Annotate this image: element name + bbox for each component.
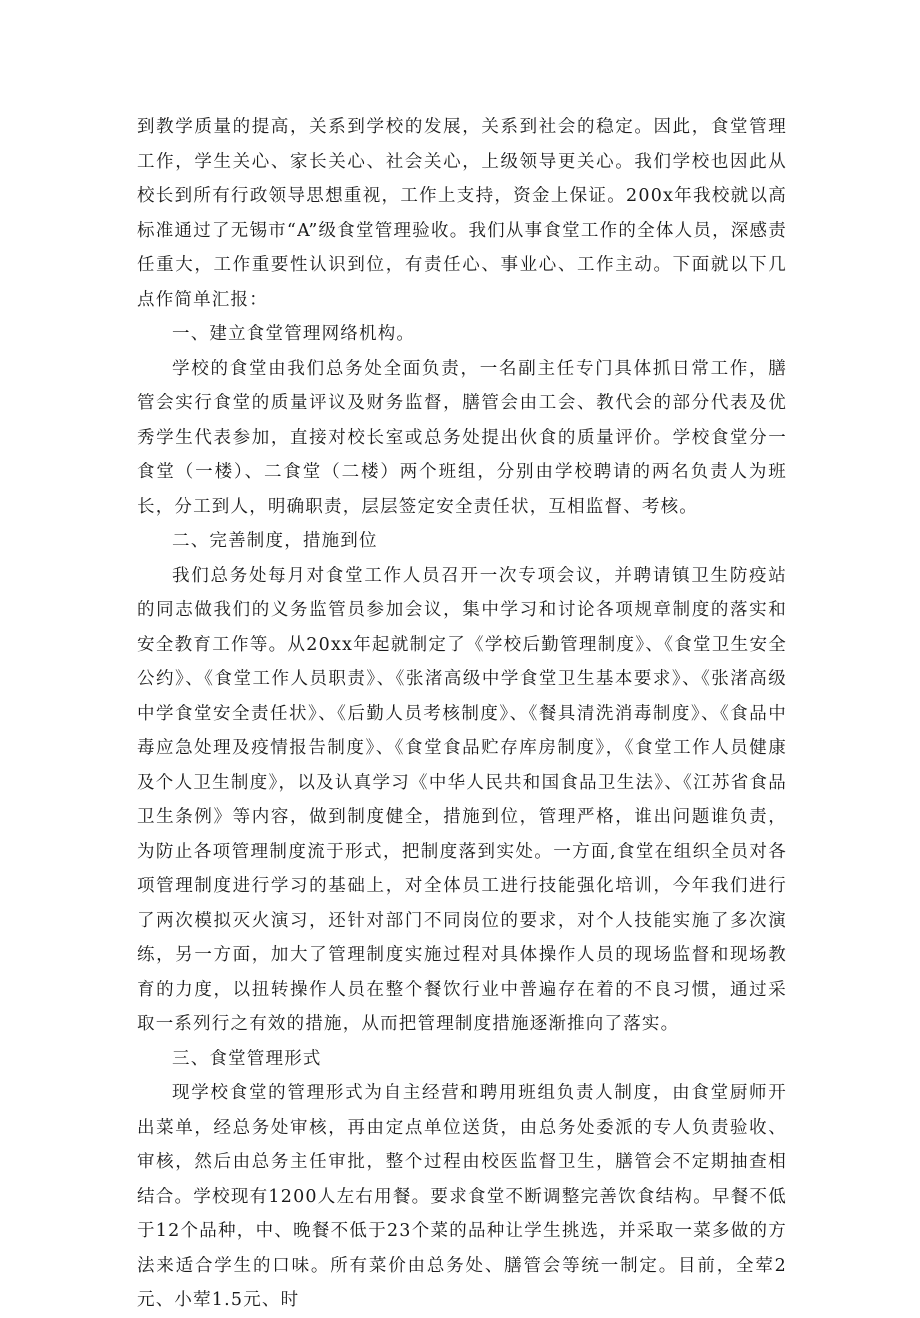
paragraph-section-2: 我们总务处每月对食堂工作人员召开一次专项会议，并聘请镇卫生防疫站的同志做我们的义务监管员参加会议，集中学习和讨论各项规章制度的落实和安全教育工作等。从20xx年起就制定了《学校后勤管理制度》、《食堂卫生安全公约》、《食堂工作人员职责》、《张渚高级中学食堂卫生基本要求》、《张渚高级中学食堂安全责任状》、《后勤人员考核制度》、《餐具清洗消毒制度》、《食品中毒应急处理及疫情报告制度》、《食堂食品贮存库房制度》，《食堂工作人员健康及个人卫生制度》，以及认真学习《中华人民共和国食品卫生法》、《江苏省食品卫生条例》等内容，做到制度健全，措施到位，管理严格，谁出问题谁负责，为防止各项管理制度流于形式，把制度落到实处。一方面,食堂在组织全员对各项管理制度进行学习的基础上，对全体员工进行技能强化培训，今年我们进行了两次模拟灭火演习，还针对部门不同岗位的要求，对个人技能实施了多次演练，另一方面，加大了管理制度实施过程对具体操作人员的现场监督和现场教育的力度，以扭转操作人员在整个餐饮行业中普遍存在着的不良习惯，通过采取一系列行之有效的措施，从而把管理制度措施逐渐推向了落实。 xyxy=(137,565,787,1034)
document-page xyxy=(137,110,787,1318)
section-heading-1: 一、建立食堂管理网络机构。 xyxy=(172,324,416,344)
paragraph-section-1: 学校的食堂由我们总务处全面负责，一名副主任专门具体抓日常工作，膳管会实行食堂的质量评议及财务监督，膳管会由工会、教代会的部分代表及优秀学生代表参加，直接对校长室或总务处提出伙食的质量评价。学校食堂分一食堂（一楼）、二食堂（二楼）两个班组，分别由学校聘请的两名负责人为班长，分工到人，明确职责，层层签定安全责任状，互相监督、考核。 xyxy=(137,358,787,517)
section-heading-2: 二、完善制度，措施到位 xyxy=(172,531,378,551)
paragraph-intro: 到教学质量的提高，关系到学校的发展，关系到社会的稳定。因此，食堂管理工作，学生关心、家长关心、社会关心，上级领导更关心。我们学校也因此从校长到所有行政领导思想重视，工作上支持，资金上保证。200x年我校就以高标准通过了无锡市“A”级食堂管理验收。我们从事食堂工作的全体人员，深感责任重大，工作重要性认识到位，有责任心、事业心、工作主动。下面就以下几点作简单汇报： xyxy=(137,117,787,310)
section-heading-3: 三、食堂管理形式 xyxy=(172,1048,322,1069)
paragraph-section-3: 现学校食堂的管理形式为自主经营和聘用班组负责人制度，由食堂厨师开出菜单，经总务处审核，再由定点单位送货，由总务处委派的专人负责验收、审核，然后由总务主任审批，整个过程由校医监督卫生，膳管会不定期抽查相结合。学校现有1200人左右用餐。要求食堂不断调整完善饮食结构。早餐不低于12个品种，中、晚餐不低于23个菜的品种让学生挑选，并采取一菜多做的方法来适合学生的口味。所有菜价由总务处、膳管会等统一制定。目前，全荤2元、小荤1.5元、时 xyxy=(137,1083,787,1310)
